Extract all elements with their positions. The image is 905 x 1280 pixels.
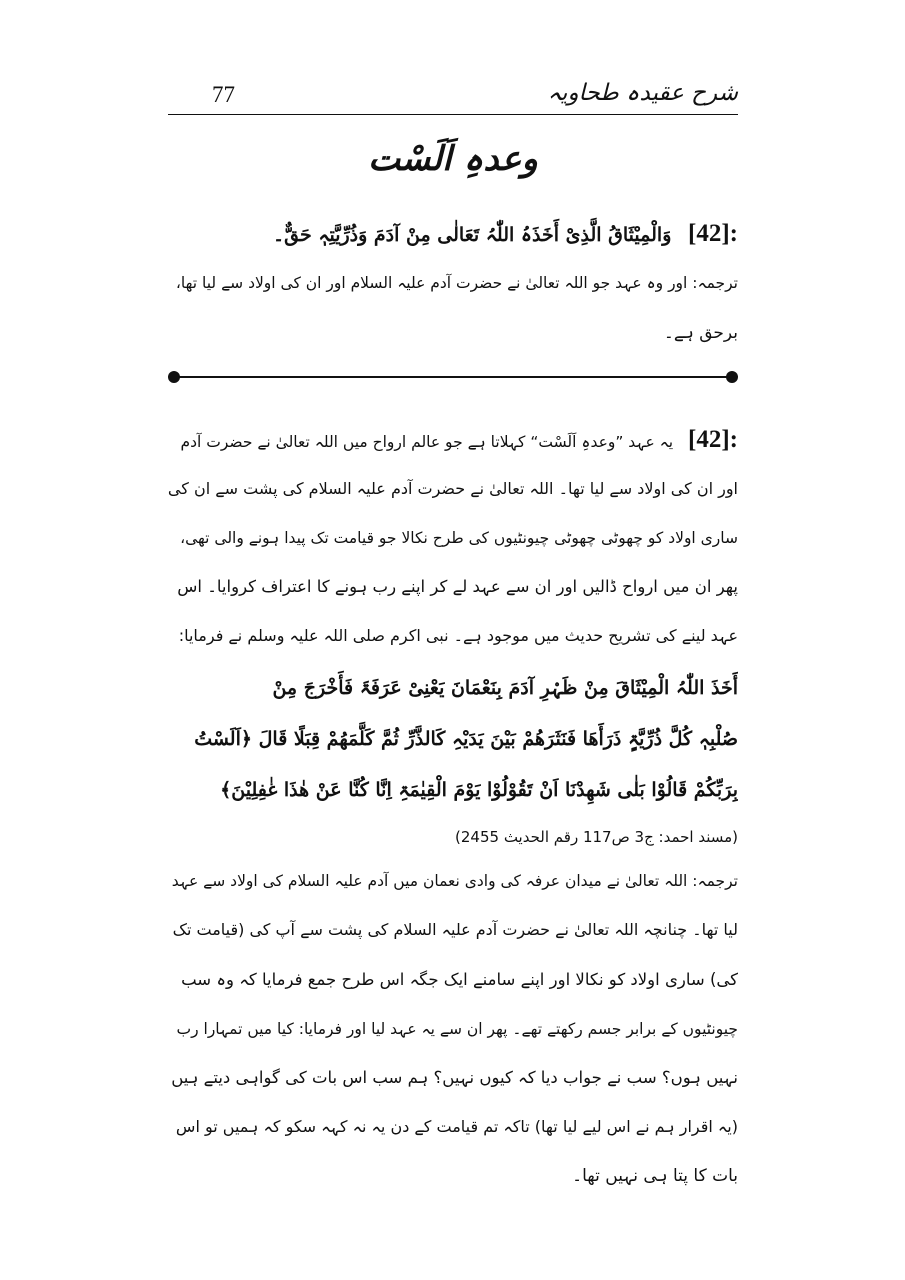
hadith-line-3: بِرَبِّکُمْ قَالُوْا بَلٰی شَھِدْنَا اَنْ تَقُوْلُوْا یَوْمَ الْقِیٰمَۃِ اِنَّا کُنَّا عَنْ ھٰذَا غٰفِلِیْنَ﴾ — [220, 779, 738, 801]
sharh-number: [42]: — [688, 426, 738, 453]
matn-arabic: وَالْمِیْثَاقُ الَّذِیْ أَخَذَہُ اللّٰہُ تَعَالٰی مِنْ آدَمَ وَذُرِّیَّتِہٖ حَقٌّ۔ — [273, 224, 672, 246]
hadith-translation-line-3: کی) ساری اولاد کو نکالا اور اپنے سامنے ایک جگہ اس طرح جمع فرمایا کہ وہ سب — [181, 970, 738, 989]
section-divider — [168, 371, 738, 383]
sharh-line-5: عہد لینے کی تشریح حدیث میں موجود ہے۔ نبی اکرم صلی اللہ علیہ وسلم نے فرمایا: — [178, 626, 738, 645]
sharh-line-2: اور ان کی اولاد سے لیا تھا۔ اللہ تعالیٰ نے حضرت آدم علیہ السلام کی پشت سے ان کی — [168, 479, 738, 498]
hadith-translation-line-4: چیونٹیوں کے برابر جسم رکھتے تھے۔ پھر ان سے یہ عہد لیا اور فرمایا: کیا میں تمہارا رب — [176, 1020, 738, 1038]
matn-line — [168, 214, 738, 254]
matn-translation-line-2: برحق ہے۔ — [663, 323, 738, 343]
hadith-translation-line-7: بات کا پتا ہی نہیں تھا۔ — [572, 1166, 738, 1186]
divider-dot-right — [726, 371, 738, 383]
sharh-line-3: ساری اولاد کو چھوٹی چھوٹی چیونٹیوں کی طرح نکالا جو قیامت تک پیدا ہونے والی تھی، — [180, 529, 738, 547]
hadith-translation-line-6: (یہ اقرار ہم نے اس لیے لیا تھا) تاکہ تم قیامت کے دن یہ نہ کہہ سکو کہ ہمیں تو اس — [175, 1117, 738, 1136]
chapter-title: وعدہِ اَلَسْت — [368, 139, 538, 179]
sharh-line-1-text: یہ عہد ”وعدہِ اَلَسْت“ کہلاتا ہے جو عالم ارواح میں اللہ تعالیٰ نے حضرت آدم — [180, 433, 674, 451]
sharh-line-4: پھر ان میں ارواح ڈالیں اور ان سے عہد لے کر اپنے رب ہونے کا اعتراف کروایا۔ اس — [177, 577, 738, 596]
hadith-line-1: أَخَذَ اللّٰہُ الْمِیْثَاقَ مِنْ ظَہْرِ آدَمَ بِنَعْمَانَ یَعْنِیْ عَرَفَۃَ فَأَخْرَجَ مِنْ — [272, 677, 738, 699]
header-rule — [168, 114, 738, 115]
hadith-translation-line-2: لیا تھا۔ چنانچہ اللہ تعالیٰ نے حضرت آدم علیہ السلام کی پشت سے آپ کی (قیامت تک — [172, 920, 738, 939]
hadith-translation-line-1: ترجمہ: اللہ تعالیٰ نے میدان عرفہ کی وادی نعمان میں آدم علیہ السلام کی اولاد سے عہد — [171, 872, 738, 890]
matn-translation-line-1: ترجمہ: اور وہ عہد جو اللہ تعالیٰ نے حضرت آدم علیہ السلام اور ان کی اولاد سے لیا تھا، — [175, 274, 738, 292]
running-header — [168, 76, 738, 116]
sharh-line-1 — [168, 422, 738, 458]
hadith-reference: (مسند احمد: ج3 ص117 رقم الحدیث 2455) — [455, 828, 738, 846]
matn-number: [42]: — [688, 220, 738, 247]
book-title: شرح عقیدہ طحاویہ — [547, 80, 738, 106]
page-number: 77 — [212, 82, 235, 107]
hadith-line-2: صُلْبِہٖ کُلَّ ذُرِّیَّۃٍ ذَرَأَھَا فَنَثَرَھُمْ بَیْنَ یَدَیْہِ کَالذَّرِّ ثُمَّ کَلَّمَھُمْ قِبَلًا قَالَ ﴿اَلَسْتُ — [194, 728, 738, 750]
hadith-translation-line-5: نہیں ہوں؟ سب نے جواب دیا کہ کیوں نہیں؟ ہم سب اس بات کی گواہی دیتے ہیں — [171, 1068, 738, 1087]
divider-line — [174, 376, 732, 378]
